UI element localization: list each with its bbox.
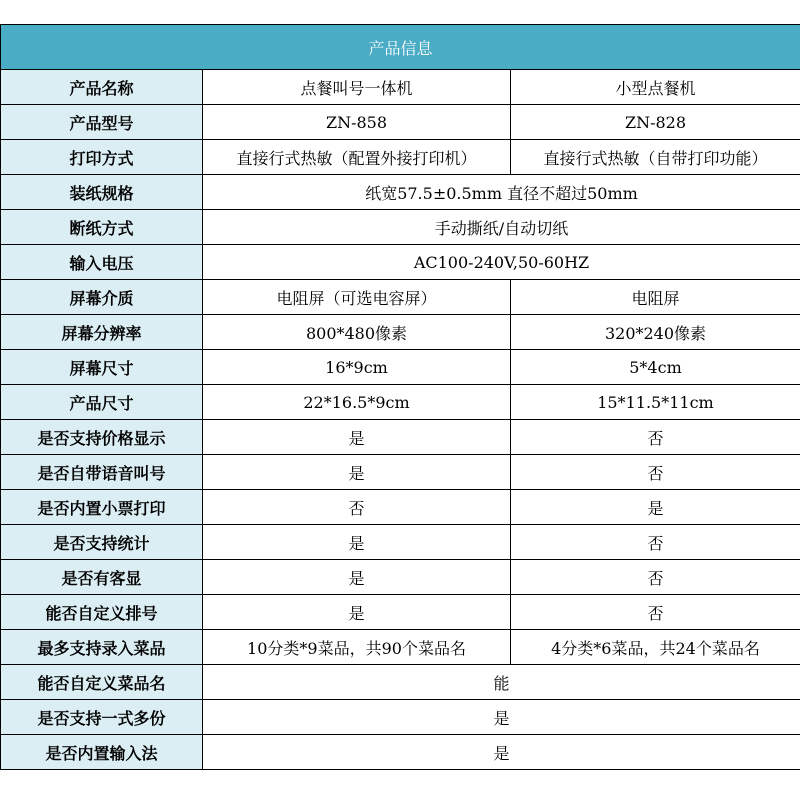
- row-label: 打印方式: [1, 140, 203, 175]
- table-row: [1, 700, 800, 735]
- row-label: 屏幕介质: [1, 280, 203, 315]
- row-value-shared: 纸宽57.5±0.5mm 直径不超过50mm: [203, 175, 800, 210]
- table-row: [1, 210, 800, 245]
- row-value-model-858: 是: [203, 595, 511, 630]
- row-value-model-858: 800*480像素: [203, 315, 511, 350]
- row-value-model-828: 4分类*6菜品，共24个菜品名: [511, 630, 800, 665]
- table-row: [1, 70, 800, 105]
- row-label: 是否内置小票打印: [1, 490, 203, 525]
- row-label: 产品型号: [1, 105, 203, 140]
- row-value-model-828: 否: [511, 525, 800, 560]
- table-row: [1, 490, 800, 525]
- table-row: [1, 280, 800, 315]
- row-value-model-858: 点餐叫号一体机: [203, 70, 511, 105]
- table-row: [1, 665, 800, 700]
- row-value-model-858: 10分类*9菜品，共90个菜品名: [203, 630, 511, 665]
- table-row: [1, 560, 800, 595]
- row-label: 能否自定义菜品名: [1, 665, 203, 700]
- row-value-model-858: 直接行式热敏（配置外接打印机）: [203, 140, 511, 175]
- row-label: 产品尺寸: [1, 385, 203, 420]
- row-value-model-828: 小型点餐机: [511, 70, 800, 105]
- row-value-model-828: 320*240像素: [511, 315, 800, 350]
- table-row: [1, 595, 800, 630]
- row-value-model-828: ZN-828: [511, 105, 800, 140]
- row-value-model-858: 是: [203, 455, 511, 490]
- row-label: 能否自定义排号: [1, 595, 203, 630]
- row-label: 是否内置输入法: [1, 735, 203, 770]
- table-row: [1, 175, 800, 210]
- row-value-model-858: 22*16.5*9cm: [203, 385, 511, 420]
- table-row: [1, 630, 800, 665]
- row-value-model-828: 否: [511, 455, 800, 490]
- row-value-shared: 是: [203, 700, 800, 735]
- row-value-model-828: 电阻屏: [511, 280, 800, 315]
- row-label: 是否有客显: [1, 560, 203, 595]
- table-row: [1, 140, 800, 175]
- row-label: 装纸规格: [1, 175, 203, 210]
- table-row: [1, 420, 800, 455]
- table-title: 产品信息: [1, 25, 800, 70]
- row-label: 输入电压: [1, 245, 203, 280]
- table-row: [1, 245, 800, 280]
- row-label: 是否支持价格显示: [1, 420, 203, 455]
- row-value-model-858: 16*9cm: [203, 350, 511, 385]
- table-row: [1, 385, 800, 420]
- row-value-shared: 能: [203, 665, 800, 700]
- row-label: 屏幕分辨率: [1, 315, 203, 350]
- row-value-model-858: 电阻屏（可选电容屏）: [203, 280, 511, 315]
- row-value-shared: AC100-240V,50-60HZ: [203, 245, 800, 280]
- row-value-model-828: 直接行式热敏（自带打印功能）: [511, 140, 800, 175]
- table-row: [1, 350, 800, 385]
- row-label: 产品名称: [1, 70, 203, 105]
- row-value-shared: 手动撕纸/自动切纸: [203, 210, 800, 245]
- row-label: 是否支持一式多份: [1, 700, 203, 735]
- row-label: 最多支持录入菜品: [1, 630, 203, 665]
- product-info-table: [0, 24, 800, 770]
- table-title-row: [1, 25, 800, 70]
- row-label: 断纸方式: [1, 210, 203, 245]
- row-label: 屏幕尺寸: [1, 350, 203, 385]
- row-value-model-828: 否: [511, 420, 800, 455]
- row-value-model-858: 是: [203, 420, 511, 455]
- product-info-table-wrapper: [0, 24, 800, 770]
- row-value-model-828: 5*4cm: [511, 350, 800, 385]
- row-value-model-858: 是: [203, 525, 511, 560]
- row-value-model-828: 15*11.5*11cm: [511, 385, 800, 420]
- table-row: [1, 525, 800, 560]
- row-label: 是否自带语音叫号: [1, 455, 203, 490]
- table-row: [1, 105, 800, 140]
- row-label: 是否支持统计: [1, 525, 203, 560]
- table-row: [1, 735, 800, 770]
- row-value-model-858: ZN-858: [203, 105, 511, 140]
- row-value-model-828: 否: [511, 595, 800, 630]
- row-value-model-858: 是: [203, 560, 511, 595]
- row-value-model-828: 是: [511, 490, 800, 525]
- row-value-model-858: 否: [203, 490, 511, 525]
- table-row: [1, 455, 800, 490]
- row-value-shared: 是: [203, 735, 800, 770]
- row-value-model-828: 否: [511, 560, 800, 595]
- table-row: [1, 315, 800, 350]
